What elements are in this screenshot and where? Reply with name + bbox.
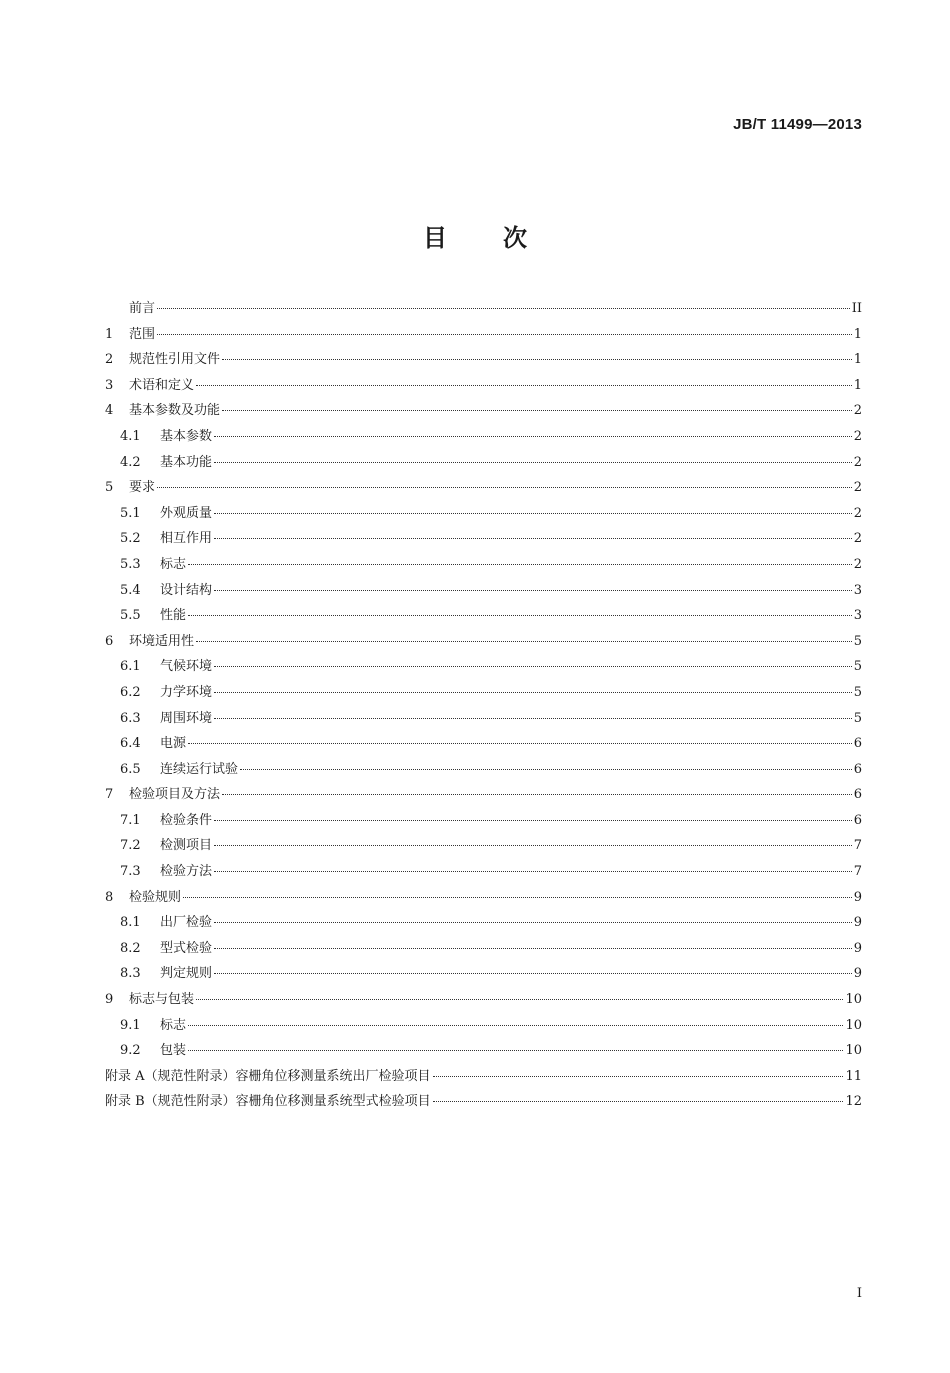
toc-entry-page: II	[851, 301, 862, 316]
toc-entry[interactable]	[105, 655, 862, 681]
toc-entry[interactable]	[105, 399, 862, 425]
toc-entry[interactable]	[105, 783, 862, 809]
toc-entry[interactable]	[105, 732, 862, 758]
toc-entry[interactable]	[105, 476, 862, 502]
toc-leader-dots	[222, 410, 852, 411]
toc-entry-number: 5.3	[120, 556, 141, 572]
toc-entry[interactable]	[105, 604, 862, 630]
toc-leader-dots	[214, 973, 852, 974]
toc-leader-dots	[214, 845, 852, 846]
toc-leader-dots	[214, 538, 852, 539]
toc-entry-label: 标志	[160, 556, 187, 572]
toc-entry[interactable]	[105, 553, 862, 579]
toc-leader-dots	[157, 334, 852, 335]
toc-leader-dots	[214, 718, 852, 719]
toc-leader-dots	[214, 871, 852, 872]
toc-entry[interactable]	[105, 937, 862, 963]
toc-entry-page: 6	[853, 787, 862, 803]
toc-entry[interactable]	[105, 1090, 862, 1116]
toc-entry-label: 包装	[160, 1043, 187, 1059]
toc-entry-label: 型式检验	[160, 940, 213, 956]
toc-entry[interactable]	[105, 1039, 862, 1065]
toc-leader-dots	[188, 1050, 843, 1051]
toc-entry-page: 10	[845, 1017, 862, 1033]
toc-entry-page: 6	[853, 736, 862, 752]
toc-entry[interactable]	[105, 374, 862, 400]
toc-entry-label: 性能	[160, 608, 187, 624]
toc-entry[interactable]	[105, 297, 862, 323]
toc-entry-number: 7.1	[120, 812, 141, 828]
toc-entry-page: 5	[853, 710, 862, 726]
toc-entry-page: 5	[853, 633, 862, 649]
toc-entry[interactable]	[105, 809, 862, 835]
toc-leader-dots	[196, 385, 852, 386]
toc-entry-label: 周围环境	[160, 710, 213, 726]
toc-entry[interactable]	[105, 425, 862, 451]
toc-entry-label: 基本功能	[160, 454, 213, 470]
toc-leader-dots	[196, 999, 843, 1000]
toc-entry-label: 气候环境	[160, 659, 213, 675]
toc-entry-label: 标志与包装	[129, 992, 195, 1008]
toc-entry[interactable]	[105, 834, 862, 860]
toc-leader-dots	[214, 436, 852, 437]
toc-leader-dots	[222, 359, 852, 360]
toc-entry-page: 1	[853, 377, 862, 393]
toc-entry-page: 9	[853, 915, 862, 931]
toc-leader-dots	[157, 487, 852, 488]
toc-entry-page: 3	[853, 608, 862, 624]
toc-entry[interactable]	[105, 451, 862, 477]
toc-entry-page: 5	[853, 684, 862, 700]
standard-number: JB/T 11499—2013	[733, 116, 862, 133]
toc-entry-number: 7	[105, 787, 114, 803]
toc-entry-label: 力学环境	[160, 684, 213, 700]
page-number: I	[856, 1286, 862, 1301]
toc-leader-dots	[214, 820, 852, 821]
toc-leader-dots	[240, 769, 852, 770]
toc-entry[interactable]	[105, 860, 862, 886]
toc-entry-label: 基本参数及功能	[129, 403, 221, 419]
toc-entry-number: 8	[105, 889, 114, 905]
toc-entry[interactable]	[105, 988, 862, 1014]
toc-entry-page: 3	[853, 582, 862, 598]
toc-entry[interactable]	[105, 323, 862, 349]
toc-entry-label: 范围	[129, 326, 156, 342]
toc-entry[interactable]	[105, 527, 862, 553]
toc-leader-dots	[214, 513, 852, 514]
toc-entry-page: 2	[853, 428, 862, 444]
toc-entry-number: 8.1	[120, 915, 141, 931]
toc-entry-number: 7.3	[120, 864, 141, 880]
toc-entry-label: 基本参数	[160, 428, 213, 444]
table-of-contents	[105, 297, 862, 1116]
toc-entry-page: 11	[845, 1068, 862, 1084]
toc-entry[interactable]	[105, 630, 862, 656]
toc-entry-number: 2	[105, 352, 114, 368]
toc-entry[interactable]	[105, 758, 862, 784]
toc-entry-number: 4	[105, 403, 114, 419]
toc-leader-dots	[214, 922, 852, 923]
toc-leader-dots	[214, 692, 852, 693]
toc-entry-number: 5.2	[120, 531, 141, 547]
toc-entry-number: 5	[105, 480, 114, 496]
toc-leader-dots	[183, 897, 852, 898]
toc-entry-number: 1	[105, 326, 114, 342]
toc-entry-number: 7.2	[120, 838, 141, 854]
toc-entry-label: 附录 B（规范性附录）容栅角位移测量系统型式检验项目	[105, 1094, 431, 1110]
toc-entry-page: 5	[853, 659, 862, 675]
toc-entry-page: 2	[853, 454, 862, 470]
toc-entry-label: 标志	[160, 1017, 187, 1033]
toc-entry[interactable]	[105, 502, 862, 528]
toc-entry-number: 6.2	[120, 684, 141, 700]
toc-entry-number: 6.5	[120, 761, 141, 777]
toc-entry-page: 7	[853, 838, 862, 854]
toc-entry-label: 连续运行试验	[160, 761, 239, 777]
toc-entry-number: 5.5	[120, 608, 141, 624]
toc-entry-page: 6	[853, 761, 862, 777]
toc-entry-label: 检验条件	[160, 812, 213, 828]
toc-entry-label: 检验项目及方法	[129, 787, 221, 803]
toc-entry-page: 1	[853, 326, 862, 342]
toc-entry-page: 9	[853, 889, 862, 905]
toc-entry-label: 判定规则	[160, 966, 213, 982]
toc-leader-dots	[214, 590, 852, 591]
toc-entry-label: 检验方法	[160, 864, 213, 880]
toc-entry-page: 6	[853, 812, 862, 828]
toc-entry-number: 4.2	[120, 454, 141, 470]
toc-entry-page: 10	[845, 992, 862, 1008]
toc-entry-page: 2	[853, 480, 862, 496]
toc-entry-label: 前言	[129, 301, 156, 316]
toc-entry-number: 5.1	[120, 505, 141, 521]
toc-leader-dots	[196, 641, 852, 642]
toc-entry[interactable]	[105, 681, 862, 707]
toc-entry-page: 7	[853, 864, 862, 880]
toc-leader-dots	[433, 1076, 844, 1077]
toc-entry-number: 6	[105, 633, 114, 649]
toc-leader-dots	[222, 794, 852, 795]
toc-leader-dots	[188, 615, 852, 616]
toc-entry-page: 12	[845, 1094, 862, 1110]
toc-leader-dots	[188, 1025, 843, 1026]
toc-entry-number: 5.4	[120, 582, 141, 598]
toc-leader-dots	[214, 666, 852, 667]
toc-entry-label: 出厂检验	[160, 915, 213, 931]
toc-entry-number: 9	[105, 992, 114, 1008]
toc-leader-dots	[188, 743, 852, 744]
toc-entry-page: 2	[853, 556, 862, 572]
toc-entry-page: 9	[853, 940, 862, 956]
toc-entry-number: 3	[105, 377, 114, 393]
toc-entry[interactable]	[105, 579, 862, 605]
toc-entry-label: 相互作用	[160, 531, 213, 547]
toc-entry-label: 术语和定义	[129, 377, 195, 393]
toc-leader-dots	[157, 308, 850, 309]
toc-leader-dots	[433, 1101, 844, 1102]
toc-entry-number: 4.1	[120, 428, 141, 444]
toc-entry-number: 6.1	[120, 659, 141, 675]
toc-entry-number: 9.1	[120, 1017, 141, 1033]
toc-entry-page: 2	[853, 403, 862, 419]
toc-leader-dots	[214, 948, 852, 949]
toc-leader-dots	[188, 564, 852, 565]
toc-entry-label: 附录 A（规范性附录）容栅角位移测量系统出厂检验项目	[105, 1068, 431, 1084]
toc-entry[interactable]	[105, 962, 862, 988]
toc-entry-number: 8.2	[120, 940, 141, 956]
toc-entry-number: 6.3	[120, 710, 141, 726]
toc-entry[interactable]	[105, 1065, 862, 1091]
toc-entry-label: 规范性引用文件	[129, 352, 221, 368]
toc-entry[interactable]	[105, 886, 862, 912]
toc-entry[interactable]	[105, 911, 862, 937]
toc-entry-label: 设计结构	[160, 582, 213, 598]
toc-entry[interactable]	[105, 348, 862, 374]
toc-entry-page: 2	[853, 505, 862, 521]
toc-entry-label: 检测项目	[160, 838, 213, 854]
toc-entry-page: 10	[845, 1043, 862, 1059]
toc-entry-label: 环境适用性	[129, 633, 195, 649]
toc-entry-number: 9.2	[120, 1043, 141, 1059]
toc-entry-page: 9	[853, 966, 862, 982]
toc-entry-page: 2	[853, 531, 862, 547]
toc-entry-label: 检验规则	[129, 889, 182, 905]
toc-entry-number: 8.3	[120, 966, 141, 982]
toc-entry[interactable]	[105, 1014, 862, 1040]
toc-entry-number: 6.4	[120, 736, 141, 752]
toc-leader-dots	[214, 462, 852, 463]
page-title: 目次	[423, 224, 583, 252]
toc-entry-label: 电源	[160, 736, 187, 752]
toc-entry-page: 1	[853, 352, 862, 368]
toc-entry[interactable]	[105, 707, 862, 733]
toc-entry-label: 要求	[129, 480, 156, 496]
toc-entry-label: 外观质量	[160, 505, 213, 521]
